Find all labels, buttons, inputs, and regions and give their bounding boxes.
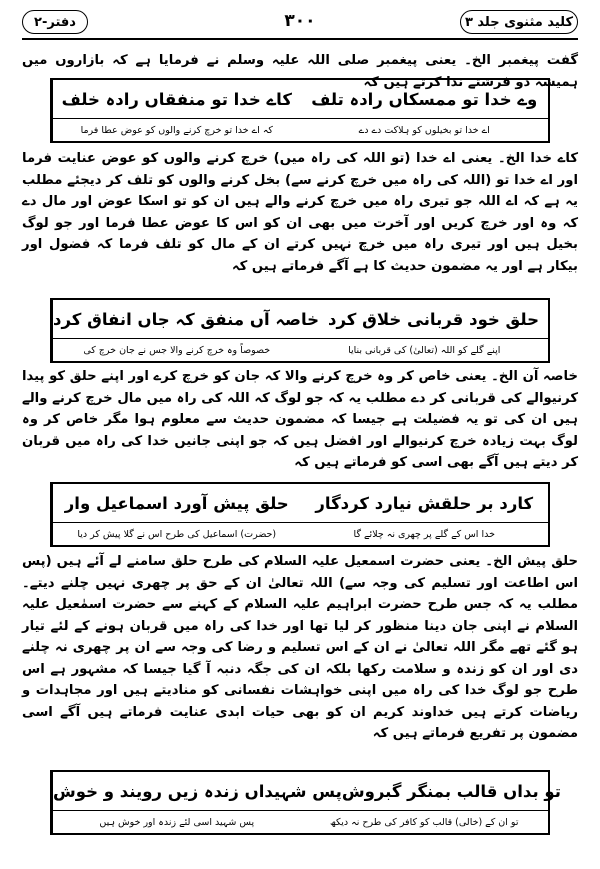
book-title: کلید مثنوی جلد ۳ xyxy=(460,10,578,34)
header-rule xyxy=(22,38,578,40)
verse-hemistich-right: پس شہیداں زندہ زیں رویند و خوش xyxy=(52,772,342,810)
commentary-paragraph: کاے خدا الخ۔ یعنی اے خدا (تو اللہ کی راہ میں) خرچ کرنے والوں کو عوض عنایت فرما اور اے خدا تو (اللہ کی راہ میں خرچ کرنے سے) بخل کرنے والوں کو تلف کر دیجئے مطلب یہ ہے کہ اے اللہ جو تیری راہ میں خرچ کرنے والے ہیں ان کو تو اسکا عوض اور مال دے کہ وہ اور خرچ کریں اور آخرت میں بھی ان کو اس کا عوض عطا فرما اور جو لوگ بخیل ہیں اور تیری راہ میں خرچ نہیں کرتے ان کے مال کو تلف فرما کہ فضول اور بیکار ہے اور یہ مضمون حدیث کا ہے آگے فرماتے ہیں کہ xyxy=(22,151,578,274)
page-number: ۳۰۰ xyxy=(284,11,316,31)
verse-table xyxy=(50,482,550,547)
verse-table xyxy=(50,298,550,363)
verse-translation-left: خدا اس کے گلے پر چھری نہ چلائے گا xyxy=(353,528,495,540)
verse-translation-left: اے خدا تو بخیلوں کو ہلاکت دے دے xyxy=(358,124,490,136)
verse-translation-right: پس شہید اسی لئے زندہ اور خوش ہیں xyxy=(52,811,301,833)
verse-translation-right: خصوصاً وہ خرچ کرنے والا جس نے جان خرچ کی xyxy=(52,339,301,361)
verse-table xyxy=(50,78,550,143)
commentary-paragraph: حلق پیش الخ۔ یعنی حضرت اسمعیل علیہ السلام کی طرح حلق سامنے لے آئے ہیں (پس اس اطاعت اور تسلیم کی وجہ سے) اللہ تعالیٰ ان کے حق پر چھری نہیں چلنے دیتے۔ مطلب یہ کہ جس طرح حضرت ابراہیم علیہ السلام کے کہنے سے حضرت اسمٰعیل علیہ السلام نے اپنی جان دینا منظور کر لیا تھا اور خدا کی راہ میں قربان ہونے کے لئے تیار ہو گئے تھے مگر اللہ تعالیٰ نے ان کے اس تسلیم و رضا کی وجہ سے ان پر چھری نہ چلنے دی اور ان کو زندہ و سلامت رکھا بلکہ ان کی جگہ دنبہ آ گیا جیسا کہ مشہور ہے اس طرح جو لوگ خدا کی راہ میں اپنی خواہشات نفسانی کو منادیتے ہیں اور مجاہدات و ریاضات کرتے ہیں خداوند کریم ان کو بھی حیات ابدی عنایت فرماتے ہیں آگے اسی مضمون پر تفریع فرماتے ہیں کہ xyxy=(22,554,578,741)
verse-translation-left: تو ان کے (خالی) قالب کو کافر کی طرح نہ دیکھ xyxy=(330,816,519,828)
verse-hemistich-left: تو بداں قالب بمنگر گبروش xyxy=(341,781,561,801)
book-page xyxy=(22,8,578,860)
commentary-paragraph: خاصہ آن الخ۔ یعنی خاص کر وہ خرچ کرنے والا کہ جان کو خرچ کرے اور اپنے حلق کو پیدا کرنیوالے کی قربانی کر دے مطلب یہ کہ جو لوگ کہ اللہ کی راہ میں مال خرچ کرنے والے ہیں ان کی تو یہ فضیلت ہے جیسا کہ مضمون حدیث سے معلوم ہوا مگر خاص کر وہ لوگ بہت زیادہ خرچ کرنیوالے اور افضل ہیں کہ جو اپنی جانیں خدا کی راہ میں قربان کر دیتے ہیں آگے بھی اسی کو فرماتے ہیں کہ xyxy=(22,369,578,470)
verse-hemistich-left: کارد بر حلقش نیارد کردگار xyxy=(315,493,534,513)
verse-translation-left: اپنے گلے کو اللہ (تعالیٰ) کی قربانی بنایا xyxy=(348,344,501,356)
verse-hemistich-left: حلق خود قربانی خلاق کرد xyxy=(328,309,540,329)
verse-hemistich-right: حلق پیش آورد اسماعیل وار xyxy=(52,484,301,522)
intro-text: گفت پیغمبر الخ۔ یعنی پیغمبر صلی اللہ علیہ وسلم نے فرمایا ہے کہ بازاروں میں ہمیشہ دو فرشتے ندا کرتے ہیں کہ xyxy=(22,53,578,90)
verse-translation-right: کہ اے خدا تو خرچ کرنے والوں کو عوض عطا فرما xyxy=(52,119,301,141)
verse-hemistich-right: خاصہ آں منفق کہ جاں انفاق کرد xyxy=(52,300,319,338)
verse-translation-right: (حضرت) اسماعیل کی طرح اس نے گلا پیش کر دیا xyxy=(52,523,301,545)
verse-table xyxy=(50,770,561,835)
daftar-label: دفتر-۲ xyxy=(22,10,88,34)
verse-hemistich-left: وے خدا تو ممسکاں رادہ تلف xyxy=(311,89,538,109)
page-header xyxy=(22,8,578,38)
verse-hemistich-right: کاے خدا تو منفقاں رادہ خلف xyxy=(52,80,301,118)
